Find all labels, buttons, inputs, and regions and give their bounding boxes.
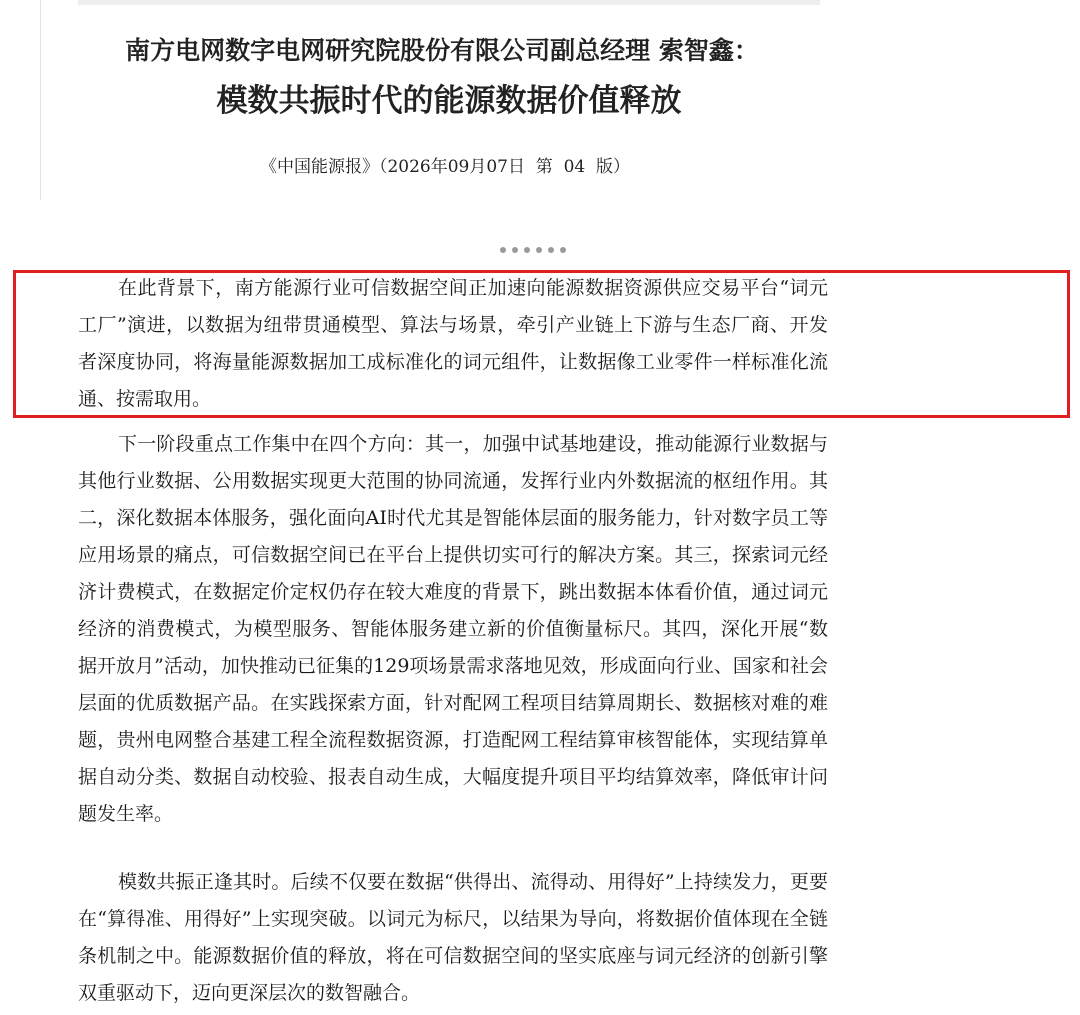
article-subtitle: 南方电网数字电网研究院股份有限公司副总经理 索智鑫：	[125, 36, 759, 65]
dot-icon	[536, 247, 542, 253]
dot-icon	[500, 247, 506, 253]
article-title: 模数共振时代的能源数据价值释放	[216, 83, 682, 119]
ellipsis-separator	[500, 247, 566, 255]
dot-icon	[524, 247, 530, 253]
paragraph-highlighted: 在此背景下，南方能源行业可信数据空间正加速向能源数据资源供应交易平台“词元工厂”演进，以数据为纽带贯通模型、算法与场景，牵引产业链上下游与生态厂商、开发者深度协同，将海量能源数据加工成标准化的词元组件，让数据像工业零件一样标准化流通、按需取用。	[78, 277, 828, 410]
dot-icon	[512, 247, 518, 253]
top-divider-strip	[78, 0, 820, 5]
paragraph-conclusion: 模数共振正逢其时。后续不仅要在数据“供得出、流得动、用得好”上持续发力，更要在“算得准、用得好”上实现突破。以词元为标尺，以结果为导向，将数据价值体现在全链条机制之中。能源数据价值的释放，将在可信数据空间的坚实底座与词元经济的创新引擎双重驱动下，迈向更深层次的数智融合。	[78, 871, 828, 1004]
dot-icon	[560, 247, 566, 253]
dot-icon	[548, 247, 554, 253]
article-source: 《中国能源报》（2026年09月07日 第 04 版）	[259, 157, 631, 177]
paragraph-four-directions: 下一阶段重点工作集中在四个方向：其一，加强中试基地建设，推动能源行业数据与其他行业数据、公用数据实现更大范围的协同流通，发挥行业内外数据流的枢纽作用。其二，深化数据本体服务，强化面向AI时代尤其是智能体层面的服务能力，针对数字员工等应用场景的痛点，可信数据空间已在平台上提供切实可行的解决方案。其三，探索词元经济计费模式，在数据定价定权仍存在较大难度的背景下，跳出数据本体看价值，通过词元经济的消费模式，为模型服务、智能体服务建立新的价值衡量标尺。其四，深化开展“数据开放月”活动，加快推动已征集的129项场景需求落地见效，形成面向行业、国家和社会层面的优质数据产品。在实践探索方面，针对配网工程项目结算周期长、数据核对难的难题，贵州电网整合基建工程全流程数据资源，打造配网工程结算审核智能体，实现结算单据自动分类、数据自动校验、报表自动生成，大幅度提升项目平均结算效率，降低审计问题发生率。	[78, 433, 828, 825]
